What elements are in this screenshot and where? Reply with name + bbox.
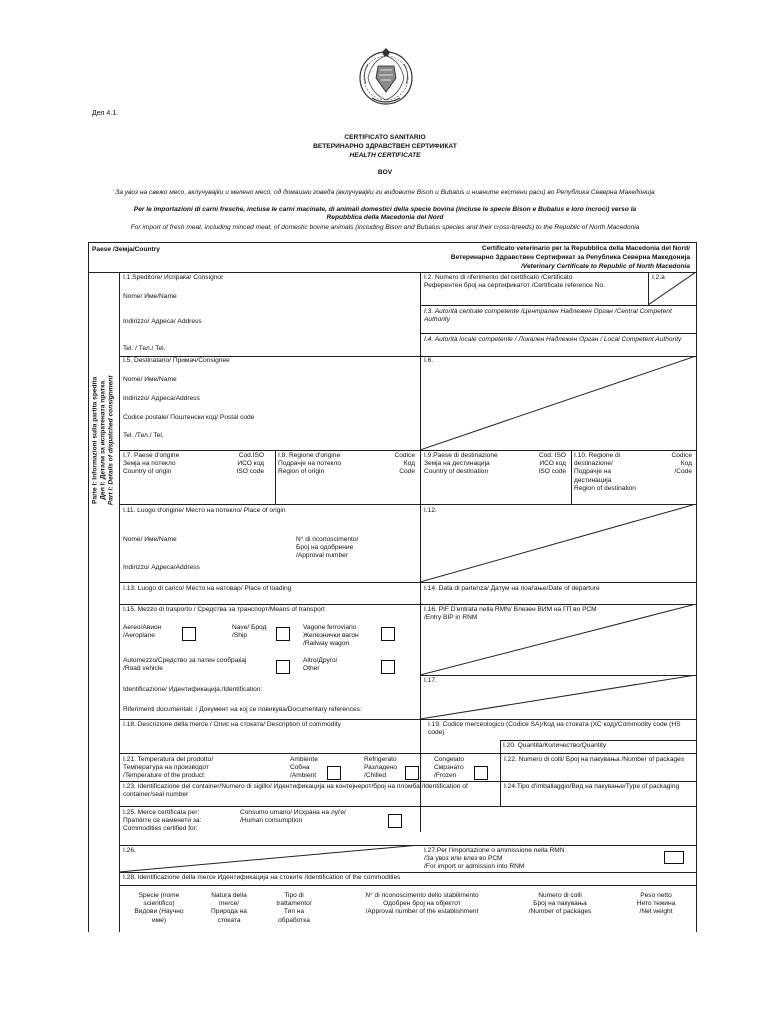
field-i14-date-departure[interactable]: I.14. Data di partenza/ Датум на поаѓање/Date of departure — [424, 585, 600, 592]
i28-col-treatment: Tipo di trattamento/ Тип на обработка — [276, 892, 312, 924]
field-i17: I.17. — [424, 677, 437, 684]
field-i10-region-destination[interactable]: I.10. Regione di destinazione/ Подрачје на дестинација Region of destination — [574, 452, 636, 492]
field-i3-central-authority[interactable]: I.3. Autorità centrale competente /Централен Надлежен Орган /Central Competent Authority — [424, 308, 672, 324]
transport-ship-label: Nave/ Брод /Ship — [232, 624, 267, 640]
temperature-frozen-label: Congelato Смрзнато /Frozen — [434, 756, 465, 780]
vet-cert-line-3: /Veterinary Certificate to Republic of North Macedonia — [520, 263, 690, 270]
i28-col-net-weight: Peso netto Нето тежина /Net weight — [636, 892, 676, 916]
field-i11-name[interactable]: Nome/ Име/Name — [123, 536, 177, 543]
transport-aeroplane-label: Aereo/Авион /Aeroplane — [123, 624, 162, 640]
coat-of-arms-emblem — [358, 48, 414, 106]
field-i7-iso-code[interactable]: Cod.ISO ИСО код ISO code — [236, 452, 264, 476]
field-i27-import-admission: I.27.Per l'importazione o ammissione nella RMN /За увоз или влез во РСМ /For import or admission into RNM — [424, 847, 565, 871]
field-i12: I.12. — [424, 507, 437, 514]
title-english: HEALTH CERTIFICATE — [349, 152, 421, 159]
intro-macedonian: За увоз на свежо месо, вклучувајќи и мелено месо, од домашни говеда (вклучувајќи ги видовите Bison и Bubalus и нивните екстени раси) во Република Северна Македонија — [115, 189, 655, 196]
transport-rail-label: Vagone ferroviario Железнички вагон /Railway wagon — [303, 624, 359, 648]
temperature-ambient-label: Ambiente Собна /Ambient — [290, 756, 318, 780]
import-admission-checkbox[interactable] — [664, 851, 684, 864]
transport-rail-checkbox[interactable] — [381, 627, 395, 641]
field-i18-description[interactable]: I.18. Descrizione della merce / Опис на стоката/ Description of commodity — [123, 721, 341, 728]
field-i1-address[interactable]: Indirizzo/ Адреса/ Address — [123, 318, 202, 325]
field-i22-number-packages[interactable]: I.22. Numero di colli/ Број на пакувања /Number of packages — [504, 756, 685, 763]
section-number: Дел 4.1. — [92, 110, 119, 117]
field-i9-country-destination[interactable]: I.9.Paese di destinazione Земја на дестинација Country of destination — [424, 452, 498, 476]
field-i11-address[interactable]: Indirizzo/ Адреса/Address — [123, 564, 200, 571]
certificate-code: BOV — [377, 169, 393, 176]
field-i2-reference[interactable]: I.2. Numero di riferimento del certificato /Certificato Референтен број на сертификатот /Certificate reference No. — [424, 274, 605, 290]
i28-col-nature: Natura della merce/ Природа на стоката — [211, 892, 247, 924]
transport-identification[interactable]: Identificazione/ Идентификација:/Identification: — [123, 686, 263, 693]
field-i5-address[interactable]: Indirizzo/ Адреса/Address — [123, 395, 200, 402]
field-i1-tel[interactable]: Tel. / Тел./ Tel. — [123, 345, 166, 352]
field-i9-iso-code[interactable]: Cod. ISO ИСО код ISO code — [538, 452, 566, 476]
temperature-ambient-checkbox[interactable] — [327, 766, 341, 780]
field-i24-packaging-type[interactable]: I.24.Tipo d'imballaggio/Вид на пакување/Type of packaging — [504, 783, 680, 790]
field-i6: I.6. — [424, 357, 434, 364]
field-i5-name[interactable]: Nome/ Име/Name — [123, 376, 177, 383]
field-i5-postal[interactable]: Codice postale/ Поштенски код/ Postal code — [123, 414, 255, 421]
field-i21-temperature: I.21. Temperatura del prodotto/ Температура на производот /Temperature of the product — [123, 756, 214, 780]
field-i13-place-loading[interactable]: I.13. Luogo di carico/ Место на натовар/ Place of loading — [123, 585, 292, 592]
intro-english: For import of fresh meat, including minced meat, of domestic bovine animals (including Bison and Bubalus species and their cross-breeds) to the Republic of North Macedonia — [130, 224, 640, 231]
temperature-chilled-label: Refrigerato Разладено /Chilled — [364, 756, 398, 780]
country-label: Paese /Земја/Country — [92, 246, 160, 253]
transport-road-checkbox[interactable] — [276, 660, 290, 674]
field-i28-identification: I.28. Identificazione della merce Идентификација на стоките /Identification of the commodities — [123, 874, 401, 881]
field-i23-container-seal[interactable]: I.23. Identificazione del container/Numero di sigillo/ Идентификација на контејнерот/број на пломба /Identification of container/seal number — [123, 783, 468, 799]
human-consumption-label: Consumo umano/ Исхрана на луѓе/ /Human consumption — [240, 809, 346, 825]
field-i1-name[interactable]: Nome/ Име/Name — [123, 293, 177, 300]
i28-col-approval: N° di riconoscimento dello stabilimento Одобрен број на објектот /Approval number of the establishment — [365, 892, 479, 916]
field-i1-consignor: I.1.Speditore/ Испраќа/ Consignor — [123, 274, 224, 281]
transport-other-label: Altro/Друго/ Other — [303, 657, 338, 673]
field-i4-local-authority[interactable]: I.4. Autorità locale competente / Локален Надлежен Орган / Local Competent Authority — [424, 336, 682, 343]
title-macedonian: ВЕТЕРИНАРНО ЗДРАВСТВЕН СЕРТИФИКАТ — [313, 143, 457, 150]
field-i11-place-origin: I.11. Luogo d'origine/ Место на потекло/ Place of origin — [123, 507, 286, 514]
field-i26: I.26. — [123, 847, 136, 854]
field-i20-quantity[interactable]: I.20. Quantità/Количество/Quantity — [503, 742, 607, 749]
vet-cert-line-1: Certificato veterinario per la Repubblica della Macedonia del Nord/ — [481, 245, 690, 252]
temperature-chilled-checkbox[interactable] — [405, 766, 419, 780]
human-consumption-checkbox[interactable] — [388, 814, 402, 828]
field-i16-entry-bip[interactable]: I.16. PIF D'entrata nella RMN/ Влезен ВИМ на ГП во РСМ /Entry BIP in RNM — [424, 606, 597, 622]
field-i25-certified-for: I.25. Merce certificata per: Пратките се наменети за: Commodities certified for: — [123, 809, 202, 833]
field-i5-consignee: I.5. Destinatario/ Примач/Consignee — [123, 357, 230, 364]
field-i19-commodity-code[interactable]: I.19. Codice merceologico (Codice SA)/Код на стоката (ХС код)/Commodity code (HS code) — [428, 721, 681, 737]
vet-cert-line-2: Ветеринарно Здравствен Сертификат за Република Северна Македонија — [450, 254, 690, 261]
field-i15-means-transport: I.15. Mezzo di trasporto / Средства за транспорт/Means of transport — [123, 606, 325, 613]
title-italian: CERTIFICATO SANITARIO — [344, 134, 426, 141]
field-i8-region-origin[interactable]: I.8. Regione d'origine Подрачје на потекло Region of origin — [278, 452, 342, 476]
transport-road-label: Automezzo/Средство за патен сообраќај /Road vehicle — [123, 657, 247, 673]
transport-other-checkbox[interactable] — [381, 660, 395, 674]
field-i8-code[interactable]: Codice Код Code — [394, 452, 415, 476]
i28-col-packages: Numero di colli Број на пакувања /Number of packages — [528, 892, 592, 916]
field-i10-code[interactable]: Codice Код /Code — [671, 452, 692, 476]
temperature-frozen-checkbox[interactable] — [474, 766, 488, 780]
field-i2a: I.2.a — [652, 274, 665, 281]
transport-documentary-references[interactable]: Riferimenti documentali: / Документ на кој се повикува/Documentary references: — [123, 706, 362, 713]
field-i5-tel[interactable]: Tel. /Тел./ Tel. — [123, 432, 164, 439]
i28-col-species: Specie (nome scientifico) Видови (Научно име) — [134, 892, 184, 924]
intro-italian: Per le importazioni di carni fresche, incluse le carni macinate, di animali domestici della specie bovina (incluse le specie Bison e Bubalus e loro incroci) verso la Repubblica della Macedonia del Nord — [133, 206, 637, 222]
transport-aeroplane-checkbox[interactable] — [182, 627, 196, 641]
transport-ship-checkbox[interactable] — [276, 627, 290, 641]
field-i7-country-origin[interactable]: I.7. Paese d'origine Земја на потекло Country of origin — [123, 452, 180, 476]
field-i11-approval[interactable]: N° di riconoscimento/ Број на одобрение /Approval number — [296, 536, 359, 560]
